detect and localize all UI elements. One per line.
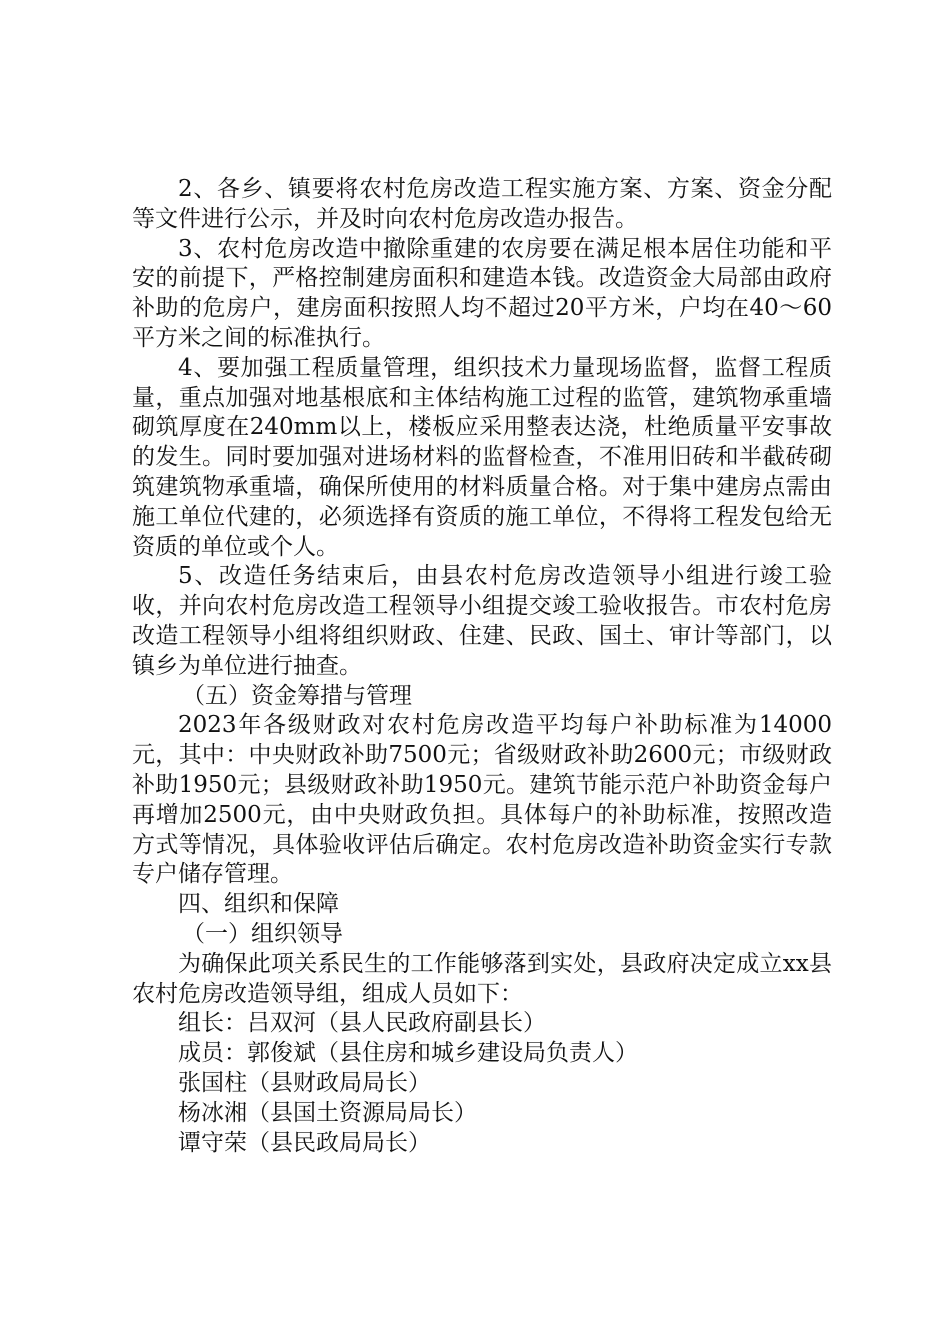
member-line: 杨冰湘（县国土资源局局长） bbox=[178, 1099, 477, 1126]
section-heading-organization: 四、组织和保障 bbox=[178, 891, 339, 918]
section-heading-leadership: （一）组织领导 bbox=[182, 920, 343, 947]
member-group-leader: 组长：吕双河（县人民政府副县长） bbox=[178, 1010, 546, 1037]
paragraph-rebuild-area: 3、农村危房改造中撤除重建的农房要在满足根本居住功能和平安的前提下，严格控制建房面积和建造本钱。改造资金大局部由政府补助的危房户，建房面积按照人均不超过20平方米，户均在40～60平方米之间的标准执行。 bbox=[132, 235, 832, 351]
paragraph-quality-management: 4、要加强工程质量管理，组织技术力量现场监督，监督工程质量，重点加强对地基根底和主体结构施工过程的监管，建筑物承重墙砌筑厚度在240mm以上，楼板应采用整表达浇，杜绝质量平安事故的发生。同时要加强对进场材料的监督检查，不准用旧砖和半截砖砌筑建筑物承重墙，确保所使用的材料质量合格。对于集中建房点需由施工单位代建的，必须选择有资质的施工单位，不得将工程发包给无资质的单位或个人。 bbox=[132, 354, 832, 560]
paragraph-leadership-group: 为确保此项关系民生的工作能够落到实处，县政府决定成立xx县农村危房改造领导组，组成人员如下： bbox=[132, 950, 832, 1007]
paragraph-publicity: 2、各乡、镇要将农村危房改造工程实施方案、方案、资金分配等文件进行公示，并及时向农村危房改造办报告。 bbox=[132, 176, 832, 232]
member-line: 谭守荣（县民政局局长） bbox=[178, 1129, 431, 1156]
paragraph-acceptance: 5、改造任务结束后，由县农村危房改造领导小组进行竣工验收，并向农村危房改造工程领导小组提交竣工验收报告。市农村危房改造工程领导小组将组织财政、住建、民政、国土、审计等部门，以镇乡为单位进行抽查。 bbox=[132, 563, 832, 679]
document-body bbox=[132, 175, 832, 1158]
paragraph-subsidy-standard: 2023年各级财政对农村危房改造平均每户补助标准为14000元，其中：中央财政补助7500元；省级财政补助2600元；市级财政补助1950元；县级财政补助1950元。建筑节能示范户补助资金每户再增加2500元，由中央财政负担。具体每户的补助标准，按照改造方式等情况，具体验收评估后确定。农村危房改造补助资金实行专款专户储存管理。 bbox=[132, 712, 832, 888]
member-line: 张国柱（县财政局局长） bbox=[178, 1069, 431, 1096]
section-heading-funding: （五）资金筹措与管理 bbox=[182, 682, 412, 709]
member-line: 成员：郭俊斌（县住房和城乡建设局负责人） bbox=[178, 1040, 638, 1067]
